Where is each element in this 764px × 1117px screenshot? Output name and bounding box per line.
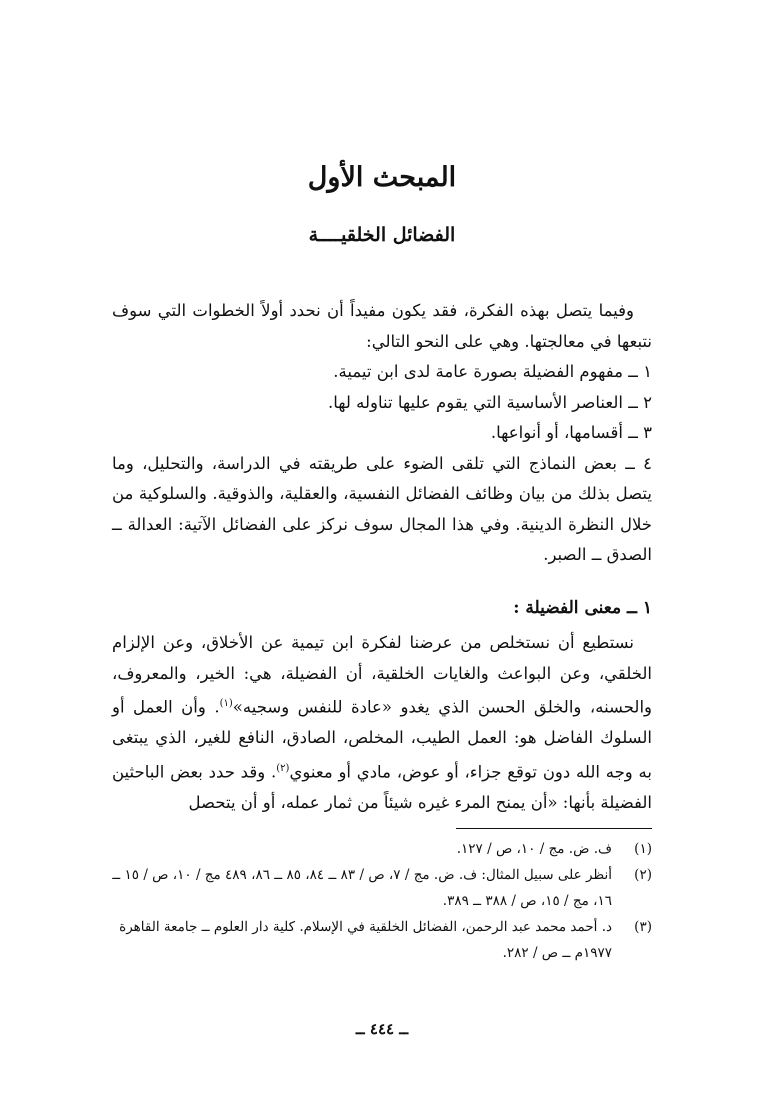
list-item: ٤ ــ بعض النماذج التي تلقى الضوء على طريقته في الدراسة، والتحليل، وما يتصل بذلك من بيان وظائف الفضائل النفسية، والعقلية، والذوقية. والسلوكية من خلال النظرة الدينية. وفي هذا المجال سوف نركز على الفضائل الآتية: العدالة ــ الصدق ــ الصبر. [112,453,652,564]
page-number: ــ ٤٤٤ ــ [355,1020,409,1038]
section-text [112,628,652,818]
section-heading: ١ ــ معنى الفضيلة : [513,598,652,618]
footnote [112,862,652,914]
list-item: ٢ ــ العناصر الأساسية التي يقوم عليها تناوله لها. [328,392,652,412]
footnote [112,836,652,862]
intro-paragraph: وفيما يتصل بهذه الفكرة، فقد يكون مفيداً أن نحدد أولاً الخطوات التي سوف نتبعها في معالجتها. وهي على النحو التالي: [112,301,652,351]
section-text-part-1: نستطيع أن نستخلص من عرضنا لفكرة ابن تيمية عن الأخلاق، وعن الإلزام الخلقي، وعن البواعث والغايات الخلقية، أن الفضيلة، هي: الخير، والمعروف، والحسنه، والخلق الحسن الذي يغدو «عادة للنفس وسجيه» [112,633,652,717]
footnote-text: أنظر على سبيل المثال: ف. ض. مج / ٧، ص / ٨٣ ــ ٨٤، ٨٥ ــ ٨٦، ٤٨٩ مج / ١٠، ص / ١٥ ــ ١٦، مج / ١٥، ص / ٣٨٨ ــ ٣٨٩. [112,867,612,909]
section-text-part-2: . وأن العمل أو السلوك الفاضل هو: العمل الطيب، المخلص، الصادق، النافع للغير، الذي يبتغى به وجه الله دون توقع جزاء، أو عوض، مادي أو معنوي [112,697,652,781]
footnote [112,914,652,966]
footnote-number: (٢) [634,867,652,883]
footnote-ref-2: (٢) [276,762,290,774]
list-item: ١ ــ مفهوم الفضيلة بصورة عامة لدى ابن تيمية. [333,362,652,381]
footnote-text: ف. ض. مج / ١٠، ص / ١٢٧. [456,841,612,857]
footnote-divider [456,828,652,829]
footnote-text: د. أحمد محمد عبد الرحمن، الفضائل الخلقية في الإسلام. كلية دار العلوم ــ جامعة القاهرة ١٩٧٧م ــ ص / ٢٨٢. [119,919,612,961]
chapter-title: المبحث الأول [307,162,457,193]
section-text-part-3: . وقد حدد بعض الباحثين الفضيلة بأنها: «أن يمنح المرء غيره شيئاً من ثمار عمله، أو أن يتحصل [112,762,652,812]
footnote-number: (٣) [634,919,652,935]
footnotes [112,836,652,966]
list-item: ٣ ــ أقسامها، أو أنواعها. [490,423,652,442]
section-paragraph [112,628,652,818]
chapter-subtitle: الفضائل الخلقيــــة [308,224,456,246]
footnote-number: (١) [634,841,652,857]
footnote-ref-1: (١) [219,698,233,709]
intro-text [112,296,652,571]
